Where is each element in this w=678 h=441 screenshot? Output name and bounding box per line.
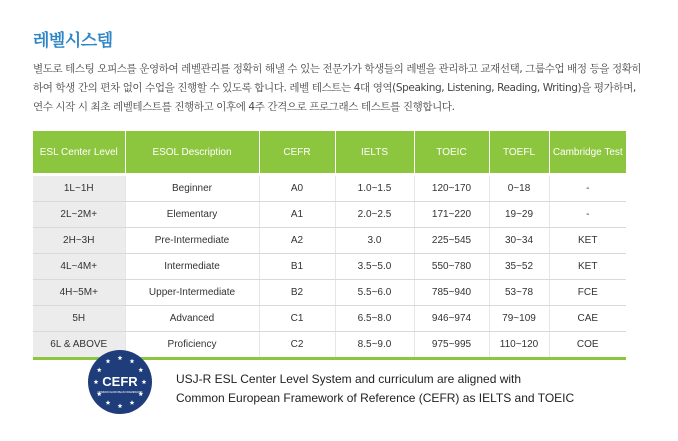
table-cell: A0 — [259, 175, 335, 202]
table-cell: 53~78 — [489, 280, 549, 306]
intro-line: 별도로 테스팅 오피스를 운영하여 레벨관리를 정확히 해낼 수 있는 전문가가 학생들의 레벨을 관리하고 교재선택, 그룹수업 배정 등을 정확히 — [33, 63, 642, 75]
table-row — [33, 202, 626, 228]
table-cell: 2.0~2.5 — [335, 202, 414, 228]
column-header: ESOL Description — [125, 131, 259, 175]
table-cell: - — [549, 202, 626, 228]
table-cell: B2 — [259, 280, 335, 306]
table-body — [33, 175, 626, 359]
logo-subtext: COMMON EUROPEAN FRAMEWORK — [97, 391, 143, 394]
column-header: TOEFL — [489, 131, 549, 175]
table-cell: 110~120 — [489, 332, 549, 359]
logo-text: CEFR — [102, 374, 138, 389]
table-cell: 3.0 — [335, 228, 414, 254]
table-cell: 4H~5M+ — [33, 280, 125, 306]
table-header-row — [33, 131, 626, 175]
table-cell: 79~109 — [489, 306, 549, 332]
table-cell: 3.5~5.0 — [335, 254, 414, 280]
cefr-logo — [87, 349, 153, 415]
table-cell: 550~780 — [414, 254, 489, 280]
table-cell: 225~545 — [414, 228, 489, 254]
table-cell: 120~170 — [414, 175, 489, 202]
table-cell: 30~34 — [489, 228, 549, 254]
note-line: USJ-R ESL Center Level System and curriculum are aligned with — [176, 372, 522, 386]
table-cell: 19~29 — [489, 202, 549, 228]
column-header: ESL Center Level — [33, 131, 125, 175]
table-row — [33, 306, 626, 332]
table-cell: - — [549, 175, 626, 202]
table-cell: 8.5~9.0 — [335, 332, 414, 359]
table-cell: CAE — [549, 306, 626, 332]
intro-line: 연수 시작 시 최초 레벨테스트를 진행하고 이후에 4주 간격으로 프로그래스 테스트를 진행합니다. — [33, 101, 455, 113]
table-row — [33, 228, 626, 254]
note-line: Common European Framework of Reference (CEFR) as IELTS and TOEIC — [176, 391, 575, 405]
table-cell: Proficiency — [125, 332, 259, 359]
table-cell: Beginner — [125, 175, 259, 202]
intro-line: 하여 학생 간의 편차 없이 수업을 진행할 수 있도록 합니다. 레벨 테스트는 4대 영역(Speaking, Listening, Reading, Writing)을 평가하며, — [33, 82, 636, 94]
table-cell: KET — [549, 254, 626, 280]
table-cell: B1 — [259, 254, 335, 280]
table-cell: A1 — [259, 202, 335, 228]
table-cell: 2L~2M+ — [33, 202, 125, 228]
table-cell: Intermediate — [125, 254, 259, 280]
table-cell: 171~220 — [414, 202, 489, 228]
table-cell: 975~995 — [414, 332, 489, 359]
table-cell: Upper-Intermediate — [125, 280, 259, 306]
table-cell: 35~52 — [489, 254, 549, 280]
table-cell: FCE — [549, 280, 626, 306]
intro-paragraph — [33, 60, 643, 117]
table-cell: C1 — [259, 306, 335, 332]
column-header: TOEIC — [414, 131, 489, 175]
table-cell: 1L~1H — [33, 175, 125, 202]
table-cell: 6.5~8.0 — [335, 306, 414, 332]
table-cell: A2 — [259, 228, 335, 254]
column-header: CEFR — [259, 131, 335, 175]
table-cell: COE — [549, 332, 626, 359]
table-cell: 0~18 — [489, 175, 549, 202]
table-cell: Advanced — [125, 306, 259, 332]
table-cell: 5.5~6.0 — [335, 280, 414, 306]
column-header: Cambridge Test — [549, 131, 626, 175]
table-cell: 1.0~1.5 — [335, 175, 414, 202]
table-cell: 6L & ABOVE — [33, 332, 125, 359]
page-title: 레벨시스템 — [33, 31, 113, 51]
table-cell: Elementary — [125, 202, 259, 228]
table-row — [33, 280, 626, 306]
alignment-note — [176, 370, 574, 408]
table-row — [33, 254, 626, 280]
level-table — [33, 131, 626, 360]
table-cell: 5H — [33, 306, 125, 332]
column-header: IELTS — [335, 131, 414, 175]
table-row — [33, 175, 626, 202]
table-cell: KET — [549, 228, 626, 254]
table-cell: C2 — [259, 332, 335, 359]
table-cell: 2H~3H — [33, 228, 125, 254]
table-cell: 946~974 — [414, 306, 489, 332]
table-cell: 785~940 — [414, 280, 489, 306]
table-cell: 4L~4M+ — [33, 254, 125, 280]
table-cell: Pre-Intermediate — [125, 228, 259, 254]
